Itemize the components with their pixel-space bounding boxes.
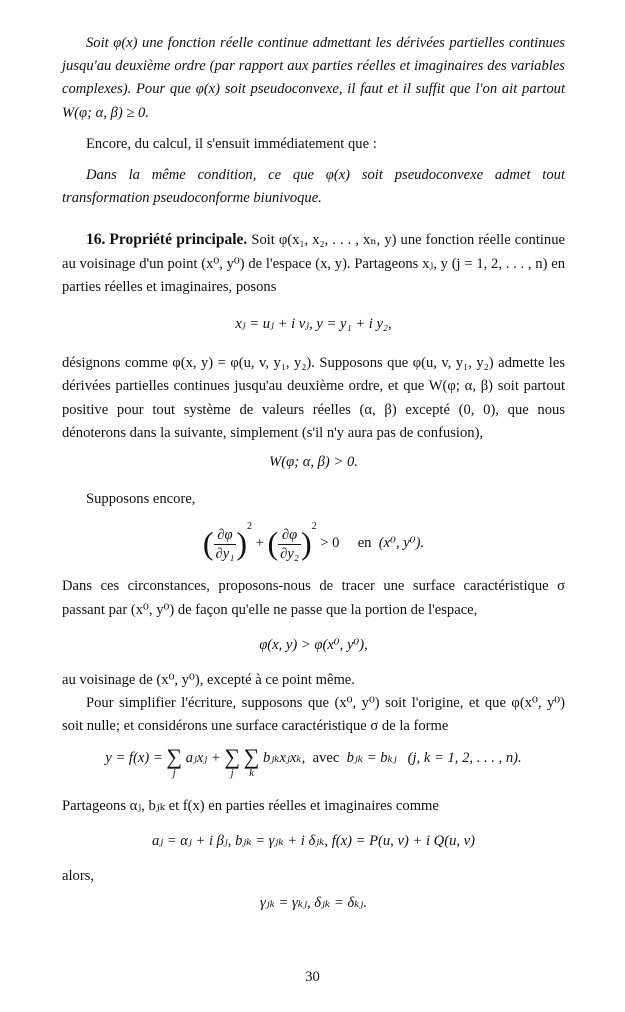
equation-surface: y = f(x) = ∑ j aⱼxⱼ + ∑ j ∑ k bⱼₖxⱼxₖ, avec bⱼₖ = bₖⱼ (j, k = 1, 2, . . . , n).: [105, 743, 522, 779]
sum-j: ∑ j: [166, 743, 183, 779]
section-16: [62, 228, 565, 299]
section-number: 16.: [86, 231, 106, 249]
section-text: Soit φ(x₁, x₂, . . . , xₙ, y) une fonction réelle continue au voisinage d'un point (x⁰, y⁰) de l'espace (x, y). Partageons xⱼ, y (j = 1, 2, . . . , n) en parties réelles et imaginaires, posons: [62, 232, 565, 295]
voisinage-paragraph: au voisinage de (x⁰, y⁰), excepté à ce point même.: [62, 672, 355, 689]
equation-w-positive: W(φ; α, β) > 0.: [269, 454, 358, 471]
fraction-dy1: $\frac{\partial\varphi}{\text{∂y₁}}$: [215, 526, 235, 562]
equation-partial-derivatives: ( $\frac{\partial\varphi}{\text{∂y₁}}$ )$^2$ + ( $\frac{\partial\varphi}{\text{∂y₂}}$ )$^2$ > 0 en (x⁰, y⁰).: [202, 521, 425, 562]
section-title: Propriété principale.: [109, 231, 248, 249]
designons-paragraph: désignons comme φ(x, y) = φ(u, v, y₁, y₂). Supposons que φ(u, v, y₁, y₂) admette les dérivées partielles continues jusqu'au deuxième ordre, et que W(φ; α, β) soit partout positive pour tout système de valeurs réelles (α, β) excepté (0, 0), que nous dénoterons dans la suivante, simplement (s'il n'y aura pas de confusion),: [62, 355, 565, 441]
circonstances-paragraph: Dans ces circonstances, proposons-nous de tracer une surface caractéristique σ passant par (x⁰, y⁰) de façon qu'elle ne passe que la portion de l'espace,: [62, 578, 565, 618]
equation-decomposition: xⱼ = uⱼ + i vⱼ, y = y₁ + i y₂,: [235, 316, 392, 333]
theorem-paragraph: Soit φ(x) une fonction réelle continue admettant les dérivées partielles continues jusqu'au deuxième ordre (par rapport aux parties réelles et imaginaires des variables complexes). Pour que φ(x) soit pseudoconvexe, il faut et il suffit que l'on ait partout W(φ; α, β) ≥ 0.: [62, 35, 565, 121]
partageons-paragraph: Partageons αⱼ, bⱼₖ et f(x) en parties réelles et imaginaires comme: [62, 797, 439, 814]
corollary-paragraph: Dans la même condition, ce que φ(x) soit pseudoconvexe admet tout transformation pseudoconforme biunivoque.: [62, 167, 565, 207]
supposons-paragraph: Supposons encore,: [86, 491, 196, 508]
simplifier-paragraph: Pour simplifier l'écriture, supposons que (x⁰, y⁰) soit l'origine, et que φ(x⁰, y⁰) soit nulle; et considérons une surface caractéristique σ de la forme: [62, 695, 565, 735]
encore-paragraph: Encore, du calcul, il s'ensuit immédiatement que :: [86, 135, 377, 152]
sum-k: ∑ k: [243, 743, 260, 779]
alors-paragraph: alors,: [62, 868, 95, 885]
fraction-dy2: $\frac{\partial\varphi}{\text{∂y₂}}$: [280, 526, 299, 562]
page-body: [62, 32, 565, 915]
page-number: 30: [305, 969, 320, 985]
equation-portion: φ(x, y) > φ(x⁰, y⁰),: [259, 636, 368, 653]
equation-real-imag: aⱼ = αⱼ + i βⱼ, bⱼₖ = γⱼₖ + i δⱼₖ, f(x) = P(u, v) + i Q(u, v): [151, 832, 475, 849]
sum-j-outer: ∑ j: [224, 743, 241, 779]
equation-symmetry: γⱼₖ = γₖⱼ, δⱼₖ = δₖⱼ.: [259, 895, 368, 912]
